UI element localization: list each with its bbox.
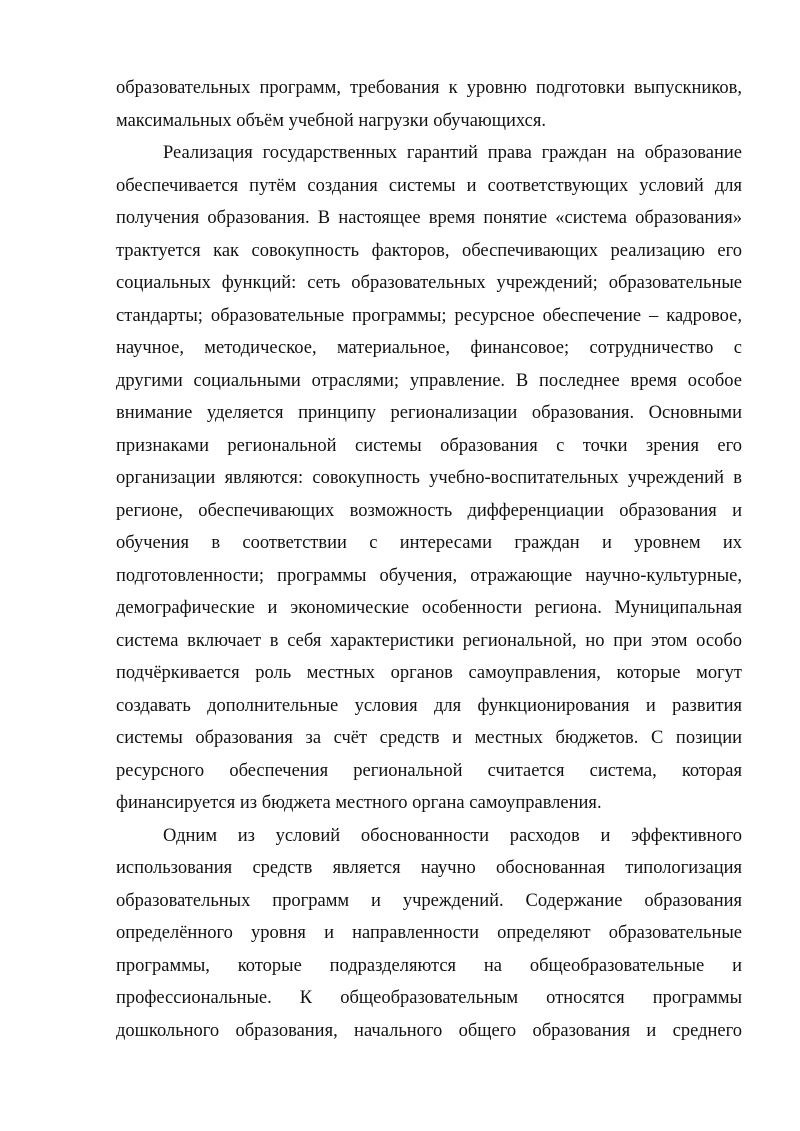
text-line: подчёркивается роль местных органов самоуправления, которые могут [116, 663, 742, 683]
text-line: Одним из условий обоснованности расходов и эффективного [163, 825, 742, 846]
paragraph-1 [116, 72, 742, 137]
text-line: создавать дополнительные условия для функционирования и развития [116, 695, 742, 716]
text-line: подготовленности; программы обучения, отражающие научно-культурные, [116, 565, 742, 586]
text-line: социальных функций: сеть образовательных учреждений; образовательные [116, 273, 742, 293]
text-line: финансируется из бюджета местного органа самоуправления. [116, 793, 602, 813]
text-line: трактуется как совокупность факторов, обеспечивающих реализацию его [116, 240, 742, 261]
text-line: Реализация государственных гарантий права граждан на образование [163, 143, 742, 163]
document-page [116, 72, 742, 1047]
text-line: ресурсного обеспечения региональной считается система, которая [116, 760, 742, 781]
text-line: организации являются: совокупность учебно-воспитательных учреждений в [116, 468, 742, 488]
text-line: стандарты; образовательные программы; ресурсное обеспечение – кадровое, [116, 305, 742, 326]
text-line: система включает в себя характеристики региональной, но при этом особо [116, 630, 742, 651]
text-line: получения образования. В настоящее время понятие «система образования» [116, 208, 742, 228]
text-line: определённого уровня и направленности определяют образовательные [116, 923, 742, 943]
text-line: использования средств является научно обоснованная типологизация [116, 858, 742, 878]
paragraph-2 [116, 137, 742, 820]
text-line: признаками региональной системы образования с точки зрения его [116, 435, 742, 456]
text-line: внимание уделяется принципу регионализации образования. Основными [116, 403, 742, 423]
text-line: дошкольного образования, начального общего образования и среднего [116, 1020, 742, 1041]
text-line: демографические и экономические особенности региона. Муниципальная [116, 598, 742, 618]
text-line: другими социальными отраслями; управление. В последнее время особое [116, 370, 742, 391]
text-line: программы, которые подразделяются на общеобразовательные и [116, 955, 742, 976]
text-line: системы образования за счёт средств и местных бюджетов. С позиции [116, 728, 742, 748]
text-line: регионе, обеспечивающих возможность дифференциации образования и [116, 500, 742, 521]
text-line: образовательных программ, требования к уровню подготовки выпускников, [116, 78, 742, 98]
text-line: профессиональные. К общеобразовательным относятся программы [116, 988, 742, 1008]
paragraph-3 [116, 820, 742, 1048]
text-line: образовательных программ и учреждений. Содержание образования [116, 890, 742, 911]
text-line: обучения в соответствии с интересами граждан и уровнем их [116, 533, 742, 553]
text-line: обеспечивается путём создания системы и соответствующих условий для [116, 175, 742, 196]
text-line: научное, методическое, материальное, финансовое; сотрудничество с [116, 338, 742, 358]
text-line: максимальных объём учебной нагрузки обучающихся. [116, 110, 546, 131]
